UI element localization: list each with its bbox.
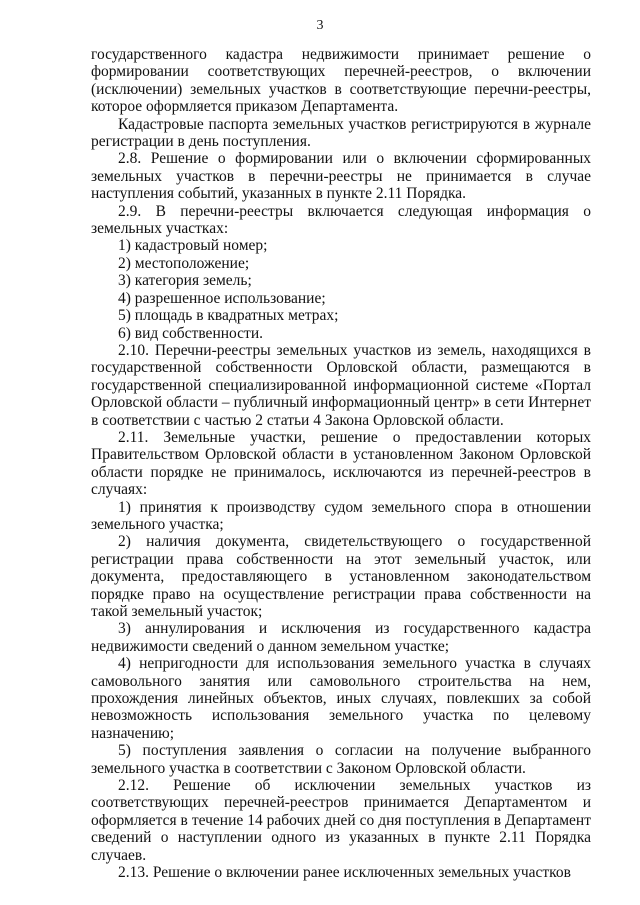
list-item: 1) принятия к производству судом земельного спора в отношении земельного участка;: [91, 498, 591, 533]
paragraph-continuation: государственного кадастра недвижимости принимает решение о формировании соответствующих перечней-реестров, о включении (исключении) земельных участков в соответствующие перечни-реестры, которое оформляется приказом Департамента.: [91, 46, 591, 116]
list-item: 4) разрешенное использование;: [118, 289, 326, 307]
list-item: 3) категория земель;: [118, 272, 252, 290]
list-item: 3) аннулирования и исключения из государственного кадастра недвижимости сведений о данном земельном участке;: [91, 620, 591, 655]
list-item: 5) площадь в квадратных метрах;: [118, 307, 339, 325]
paragraph-2-13: 2.13. Решение о включении ранее исключенных земельных участков: [118, 864, 571, 882]
list-item: 4) непригодности для использования земельного участка в случаях самовольного занятия или самовольного строительства на нем, прохождения линейных объектов, иных случаях, повлекших за собой невозможность использования земельного участка по целевому назначению;: [91, 655, 591, 742]
paragraph-2-9: 2.9. В перечни-реестры включается следующая информация о земельных участках:: [91, 202, 591, 238]
list-item: 5) поступления заявления о согласии на получение выбранного земельного участка в соответствии с Законом Орловской области.: [91, 742, 591, 777]
paragraph-2-12: 2.12. Решение об исключении земельных участков из соответствующих перечней-реестров принимается Департаментом и оформляется в течение 14 рабочих дней со дня поступления в Департамент сведений о наступлении одного из указанных в пункте 2.11 Порядка случаев.: [91, 777, 591, 864]
paragraph-2-11: 2.11. Земельные участки, решение о предоставлении которых Правительством Орловской области в установленном Законом Орловской области порядке не принималось, исключаются из перечней-реестров в случаях:: [91, 428, 591, 499]
paragraph-2-10: 2.10. Перечни-реестры земельных участков из земель, находящихся в государственной собственности Орловской области, размещаются в государственной специализированной информационной системе «Портал Орловской области – публичный информационный центр» в сети Интернет в соответствии с частью 2 статьи 4 Закона Орловской области.: [91, 341, 591, 429]
list-item: 2) наличия документа, свидетельствующего о государственной регистрации права собственности на этот земельный участок, или документа, предоставляющего в установленном законодательством порядке право на осуществление регистрации права собственности на такой земельный участок;: [91, 533, 591, 620]
paragraph-cadastral-passports: Кадастровые паспорта земельных участков регистрируются в журнале регистрации в день поступления.: [91, 115, 591, 151]
page-number: 3: [316, 18, 324, 33]
paragraph-2-8: 2.8. Решение о формировании или о включении сформированных земельных участков в перечни-реестры не принимается в случае наступления событий, указанных в пункте 2.11 Порядка.: [91, 150, 591, 203]
list-item: 1) кадастровый номер;: [118, 237, 268, 255]
list-item: 6) вид собственности.: [118, 324, 263, 342]
document-body: [91, 46, 591, 882]
list-item: 2) местоположение;: [118, 254, 250, 272]
